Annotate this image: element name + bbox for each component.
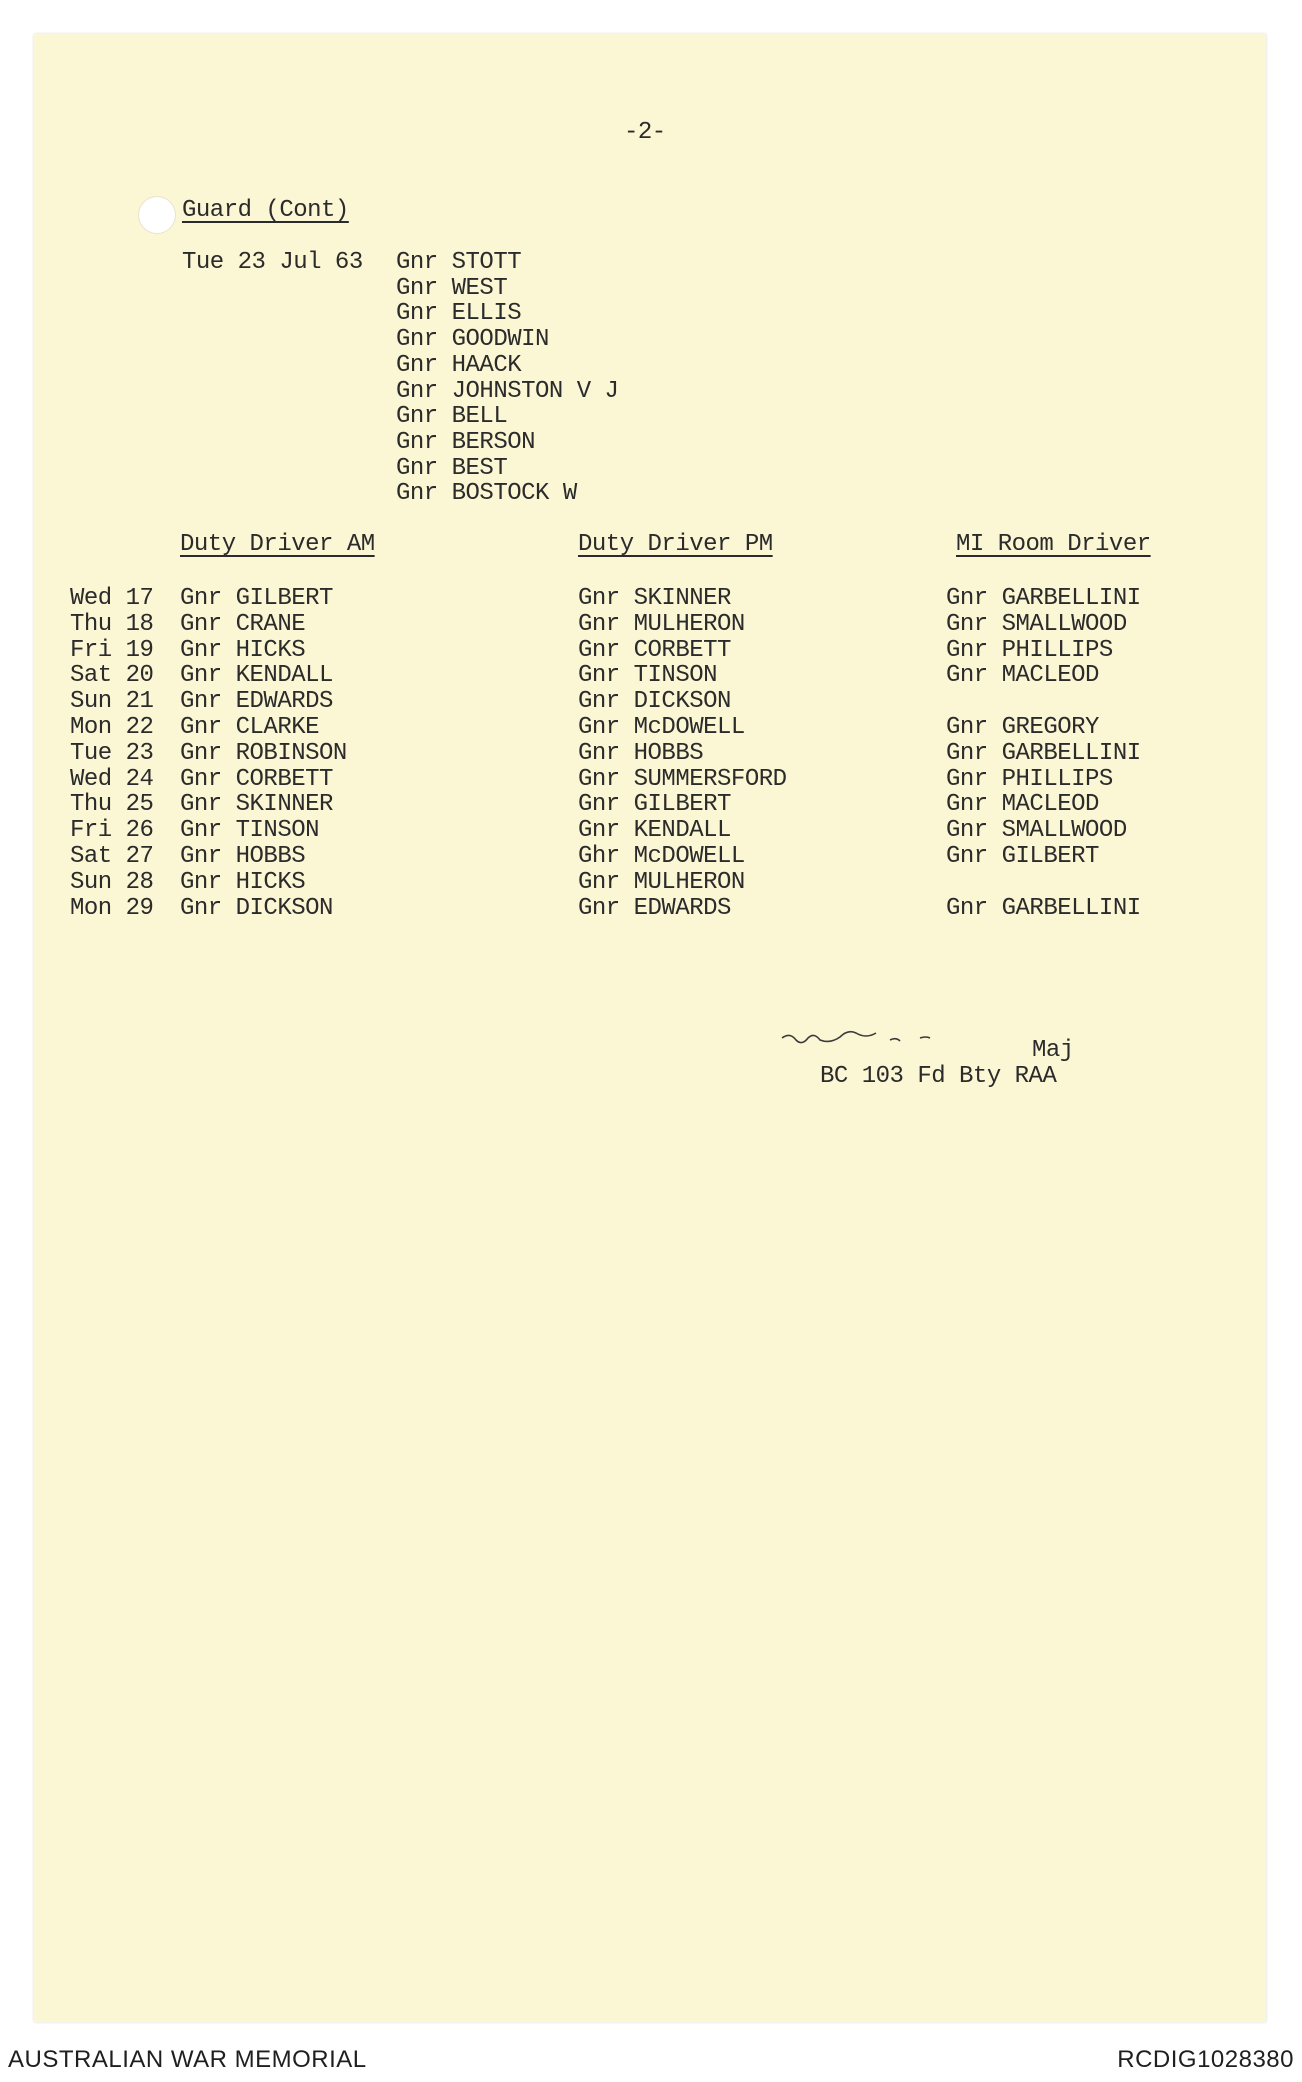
roster-day: Wed 24 xyxy=(70,765,154,793)
roster-am-driver: Gnr HICKS xyxy=(180,868,306,896)
guard-member: Gnr BELL xyxy=(396,403,508,431)
guard-date: Tue 23 Jul 63 xyxy=(182,249,363,276)
roster-am-driver: Gnr ROBINSON xyxy=(180,739,347,767)
roster-mi-driver: Gnr PHILLIPS xyxy=(946,765,1113,793)
roster-day: Fri 26 xyxy=(70,817,154,845)
roster-am-driver: Gnr CORBETT xyxy=(180,765,333,793)
roster-day: Fri 19 xyxy=(70,636,154,664)
roster-day: Sat 20 xyxy=(70,662,154,690)
roster-mi-driver: Gnr GILBERT xyxy=(946,843,1099,870)
roster-day: Thu 18 xyxy=(70,610,154,638)
roster-pm-driver: Gnr MULHERON xyxy=(578,868,745,896)
roster-am-driver: Gnr SKINNER xyxy=(180,791,333,819)
guard-heading: Guard (Cont) xyxy=(182,197,349,224)
roster-mi-driver: Gnr MACLEOD xyxy=(946,662,1099,690)
footer-record-id: RCDIG1028380 xyxy=(1117,2046,1294,2073)
roster-am-driver: Gnr KENDALL xyxy=(180,662,333,690)
roster-day: Wed 17 xyxy=(70,585,154,612)
roster-am-driver: Gnr CRANE xyxy=(180,610,306,638)
roster-pm-driver: Gnr SKINNER xyxy=(578,585,731,612)
footer-institution: AUSTRALIAN WAR MEMORIAL xyxy=(8,2046,367,2073)
roster-am-driver: Gnr GILBERT xyxy=(180,585,333,612)
guard-member: Gnr BERSON xyxy=(396,428,536,456)
roster-pm-driver: Gnr TINSON xyxy=(578,662,718,690)
roster-mi-driver: Gnr SMALLWOOD xyxy=(946,610,1127,638)
roster-am-driver: Gnr TINSON xyxy=(180,817,320,845)
roster-mi-driver: Gnr MACLEOD xyxy=(946,791,1099,819)
page-number: -2- xyxy=(624,119,666,146)
guard-member: Gnr WEST xyxy=(396,274,508,302)
roster-am-driver: Gnr HICKS xyxy=(180,636,306,664)
roster-mi-driver: Gnr PHILLIPS xyxy=(946,636,1113,664)
roster-mi-driver: Gnr SMALLWOOD xyxy=(946,817,1127,845)
guard-member: Gnr ELLIS xyxy=(396,300,522,328)
roster-am-driver: Gnr EDWARDS xyxy=(180,688,333,716)
heading-mi-room-driver: MI Room Driver xyxy=(956,531,1151,558)
roster-pm-driver: Ghr McDOWELL xyxy=(578,843,745,870)
roster-am-driver: Gnr CLARKE xyxy=(180,714,320,741)
guard-member: Gnr BEST xyxy=(396,454,508,482)
roster-pm-driver: Gnr DICKSON xyxy=(578,688,731,716)
roster-day: Mon 29 xyxy=(70,894,154,922)
signature-unit: BC 103 Fd Bty RAA xyxy=(820,1063,1057,1090)
roster-pm-driver: Gnr GILBERT xyxy=(578,791,731,819)
roster-pm-driver: Gnr CORBETT xyxy=(578,636,731,664)
handwritten-signature xyxy=(780,1024,980,1048)
guard-member: Gnr STOTT xyxy=(396,249,522,276)
roster-mi-driver: Gnr GARBELLINI xyxy=(946,894,1141,922)
roster-pm-driver: Gnr MULHERON xyxy=(578,610,745,638)
roster-mi-driver: Gnr GARBELLINI xyxy=(946,585,1141,612)
roster-am-driver: Gnr DICKSON xyxy=(180,894,333,922)
roster-day: Sun 28 xyxy=(70,868,154,896)
roster-day: Thu 25 xyxy=(70,791,154,819)
guard-member: Gnr BOSTOCK W xyxy=(396,480,577,508)
roster-day: Mon 22 xyxy=(70,714,154,741)
heading-duty-driver-am: Duty Driver AM xyxy=(180,531,375,558)
punch-hole xyxy=(138,196,176,234)
roster-day: Sat 27 xyxy=(70,843,154,870)
roster-mi-driver: Gnr GARBELLINI xyxy=(946,739,1141,767)
roster-pm-driver: Gnr SUMMERSFORD xyxy=(578,765,787,793)
roster-am-driver: Gnr HOBBS xyxy=(180,843,306,870)
signature-rank: Maj xyxy=(1032,1037,1074,1064)
guard-member: Gnr HAACK xyxy=(396,351,522,379)
roster-pm-driver: Gnr HOBBS xyxy=(578,739,704,767)
guard-member: Gnr GOODWIN xyxy=(396,326,549,354)
document-page xyxy=(34,34,1266,2022)
roster-pm-driver: Gnr EDWARDS xyxy=(578,894,731,922)
roster-day: Sun 21 xyxy=(70,688,154,716)
guard-member: Gnr JOHNSTON V J xyxy=(396,377,619,405)
roster-day: Tue 23 xyxy=(70,739,154,767)
roster-pm-driver: Gnr KENDALL xyxy=(578,817,731,845)
roster-pm-driver: Gnr McDOWELL xyxy=(578,714,745,741)
heading-duty-driver-pm: Duty Driver PM xyxy=(578,531,773,558)
roster-mi-driver: Gnr GREGORY xyxy=(946,714,1099,741)
